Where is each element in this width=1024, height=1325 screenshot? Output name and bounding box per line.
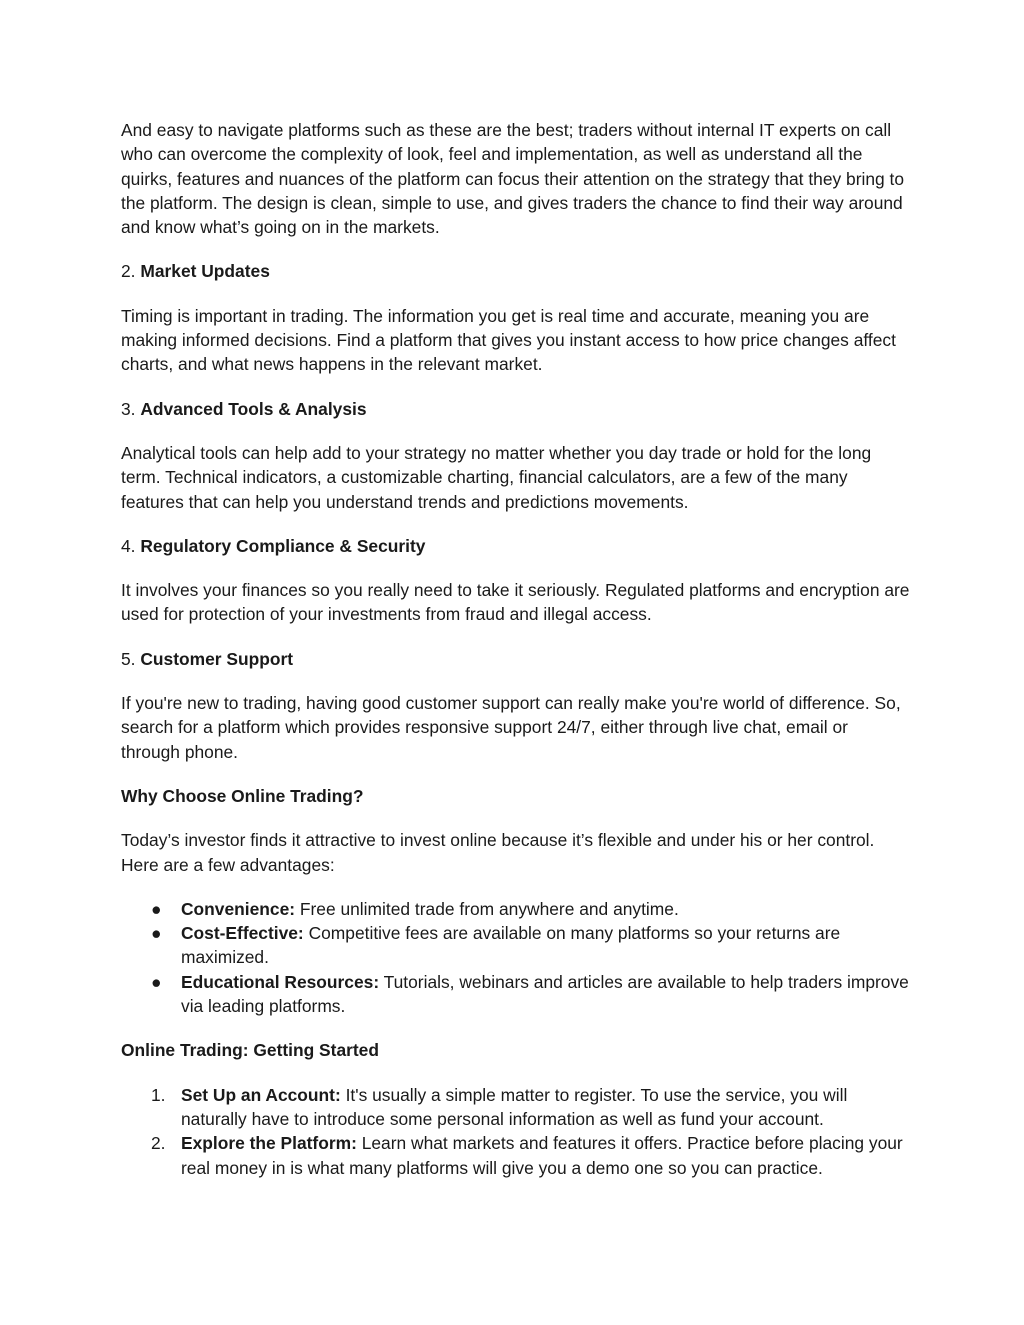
list-item [121,921,911,970]
step-number: 2. [151,1133,166,1154]
step-number: 1. [151,1084,166,1105]
why-intro: Today’s investor finds it attractive to invest online because it’s flexible and under his or her control. Here are a few advantages: [121,830,875,875]
why-heading: Why Choose Online Trading? [121,785,364,806]
document-page [121,118,911,1200]
list-item [121,970,911,1019]
bullet-icon: ● [151,923,162,944]
section-number: 3. [121,398,136,419]
section-heading-customer-support [121,647,911,671]
bullet-text: Tutorials, webinars and articles are available to help traders improve via leading platforms. [181,971,909,1017]
bullet-text: Free unlimited trade from anywhere and anytime. [295,898,679,919]
section-number: 5. [121,648,136,669]
getting-started-heading: Online Trading: Getting Started [121,1040,379,1061]
bullet-label: Convenience: [181,898,296,919]
section-body-advanced-tools: Analytical tools can help add to your strategy no matter whether you day trade or hold for the long term. Technical indicators, a customizable charting, financial calculators, are a few of the many features that can help you understand trends and predictions movements. [121,442,872,512]
bullet-icon: ● [151,971,162,992]
step-text: It's usually a simple matter to register. To use the service, you will naturally have to introduce some personal information as well as fund your account. [181,1084,848,1129]
bullet-icon: ● [151,898,162,919]
section-body-regulatory: It involves your finances so you really need to take it seriously. Regulated platforms and encryption are used for protection of your investments from fraud and illegal access. [121,580,910,625]
section-title: Customer Support [140,648,294,669]
step-text: Learn what markets and features it offers. Practice before placing your real money in is what many platforms will give you a demo one so you can practice. [181,1133,903,1178]
bullet-label: Cost-Effective: [181,923,304,944]
section-title: Regulatory Compliance & Security [140,535,426,556]
advantages-list [121,897,911,1018]
section-title: Advanced Tools & Analysis [140,398,367,419]
section-number: 2. [121,261,136,282]
section-body-market-updates: Timing is important in trading. The information you get is real time and accurate, meaning you are making informed decisions. Find a platform that gives you instant access to how price changes affect charts, and what news happens in the relevant market. [121,305,896,375]
section-heading-regulatory [121,534,911,558]
step-label: Set Up an Account: [181,1084,341,1105]
list-item [121,1131,911,1180]
section-heading-market-updates [121,259,911,283]
list-item [121,897,911,921]
list-item [121,1083,911,1132]
section-body-customer-support: If you're new to trading, having good customer support can really make you're world of difference. So, search for a platform which provides responsive support 24/7, either through live chat, email or through phone. [121,693,901,762]
bullet-label: Educational Resources: [181,971,380,992]
step-label: Explore the Platform: [181,1133,357,1154]
section-title: Market Updates [140,261,270,282]
intro-paragraph: And easy to navigate platforms such as these are the best; traders without internal IT experts on call who can overcome the complexity of look, feel and implementation, as well as understand all the quirks, features and nuances of the platform can focus their attention on the strategy that they bring to the platform. The design is clean, simple to use, and gives traders the chance to find their way around and know what’s going on in the markets. [121,120,905,238]
steps-list [121,1083,911,1180]
section-heading-advanced-tools [121,397,911,421]
section-number: 4. [121,535,136,556]
bullet-text: Competitive fees are available on many platforms so your returns are maximized. [181,923,841,968]
